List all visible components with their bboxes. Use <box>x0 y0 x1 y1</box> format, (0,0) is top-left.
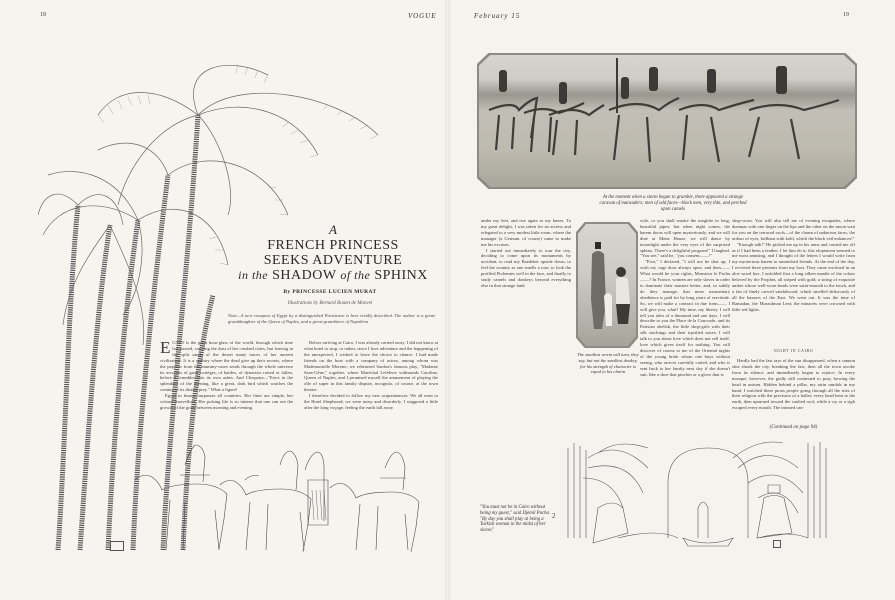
body-column-right-2 <box>640 218 730 377</box>
artist-monogram <box>773 540 781 548</box>
title-shadow: SHADOW <box>272 268 337 283</box>
photo-figures <box>578 224 636 346</box>
harem-fountain-drawing <box>558 438 858 556</box>
artist-monogram <box>110 541 124 551</box>
editor-note: Note—A new conquest of Egypt by a distinguished Parisienne is here vividly described. The author is a great-granddaughter of the Queen of Naples, and a great-grandniece of Napoléon <box>228 313 436 324</box>
small-photo-caption: The smallest worm will turn, they say, but not the smallest donkey, for his strength of character is equal to his charm <box>577 352 639 375</box>
paragraph: I therefore decided to follow my new acquaintances. We all went to the Hotel Shepheard; we were noisy and disorderly. I staggered a little after the long voyage, feeling the earth fall away <box>304 393 438 410</box>
byline: By PRINCESSE LUCIEN MURAT <box>283 289 377 295</box>
magazine-running-head: VOGUE <box>408 12 437 20</box>
title-article-a: A <box>329 222 337 237</box>
paragraph: "Enough talk!" He picked me up in his arms and carried me off as if I had been a feather. I let him do it; this elopement seemed to me most amusing, and I thought of the letters I would write from my mysterious harem to astonished friends. At the end of the day, I received three presents from my host. They came enclosed in an aloe wood box. I unfolded first a long silken mantle of the colour beloved by the Prophet, all striped with gold; a string of exquisite amber whose well-worn beads were satin-smooth to the touch, and a fan of finely carved sandalwood, which smelled deliciously of all the bazaars of the East. We went out. It was the time of Ramadan, the Mussulman Lent; the minarets were crowned with little red lights. <box>732 241 855 312</box>
article-title <box>228 222 438 283</box>
paragraph <box>160 340 293 393</box>
drop-cap: E <box>160 338 171 357</box>
figure-number: 2 <box>552 512 556 520</box>
title-line-2: SEEKS ADVENTURE <box>263 253 403 268</box>
top-photo-caption: At the moment when a storm began to grumble, there appeared a strange caravan of marauders; men of odd faces—black men, very thin, and perched upon camels <box>599 195 747 212</box>
title-sphinx: SPHINX <box>374 268 428 283</box>
title-of-the: of the <box>340 268 371 282</box>
body-column-left-1 <box>160 340 293 411</box>
spine-gutter <box>445 0 450 600</box>
bottom-drawing-caption: "You must not be in Cairo without being my guest," said Djemil Pacha. "By day you shall play at being a Turkish woman in the midst of her slaves" <box>480 505 551 534</box>
illustration-credit: Illustrations by Bernard Boutet de Monvel <box>287 301 373 306</box>
paragraph: shop-worn. You will also tell me of evening escapades, where duennas with one finger on the lips and the other on the moon wait for you on the terraced roofs—of the charm of unknown faces, the ardour of eyes, brilliant with kohl, which the black veil enhances!" <box>732 218 855 241</box>
paragraph-text: GYPT is the great hour-glass of the world, through which time has passed, carrying the dust of her crushed cities, but leaving in the split sands of the desert many traces of her ancient civilization. It is a country where the dead give up their secrets, where the papyrus from the mummy-cases sends through the whole universe its accounts of great cortèges, of battles, of dynasties raised or fallen, before it crumbles into its own ashes. And Cleopatra—"Erect in the splendour of the evening, like a great, dark bird which watches the coming of its distant prey." What a figure! <box>160 340 293 393</box>
paragraph: Hardly had the last rays of the sun disappeared, when a cannon shot shook the city, breaking the fast; then all the town awoke from its silence, and immediately began to rejoice. In every mosque, however, the godly still continued to pray, bowing the head in unison. Hidden behind a pillar, my satin sandals in my hand, I watched these pious people going through all the rites of their religion with the precision of a ballet; every head bent to the earth, then upturned toward the vaulted roof, while a cry or a sigh escaped every mouth. The intoned can- <box>732 358 855 411</box>
body-column-left-2 <box>304 340 438 411</box>
section-subhead: NIGHT IN CAIRO <box>773 348 814 353</box>
title-in-the: in the <box>238 268 269 282</box>
body-column-right-1 <box>481 218 571 289</box>
paragraph: wife, or you shall smoke the narghile in long, beautiful pipes; but when night comes, the harem doors will open mysteriously, and we will dine at Mena House, we will dance by moonlight under the very eyes of the surprised sphinx. There's a delightful program!" I laughed. "You see," said he, "you consent——!" <box>640 218 730 259</box>
title-line-3 <box>228 268 438 283</box>
man-child-donkey-photo <box>578 224 636 346</box>
paragraph: I started out immediately to tour the city, deciding to come upon its monuments by accident, to read my Baedeker upside down, to feel the country as one smells a rose, to look the profiled Ptolemies well in the face, and finally to study camels and donkeys beyond everything else in that strange land. <box>481 247 571 288</box>
title-line-1: FRENCH PRINCESS <box>267 238 399 253</box>
issue-date-running-head: February 15 <box>474 12 521 20</box>
paragraph: "First," I declared, "I will not be shut up; I wish my cage door always open, and then—— What would be your rights, Monsieur le Pacha——? In France, women are only slaves in order to dominate their masters better, and, so subtly do they manage, that mere momentary obedience is paid for by long years of servitude. So, we will make a contract in due form—— I will give you, what? My time, my liberty. I will tell you tales of a thousand and one days. I will describe to you the Place de la Concorde, and its Parisian obelisk, the little shop-girls with their silk stockings and their tipsified noses; I will talk to you about love which does not sell itself, love which gives itself for nothing. You will discover of course to me of the Oriental nights of the young bride whom one buys without seeing, who arrives carefully crated, and who is sent back to her family next day if she doesn't suit, like a shoe that pinches or a glove that is <box>640 259 730 377</box>
continued-on-link[interactable]: (Continued on page 94) <box>769 425 818 430</box>
camel-caravan-drawing <box>130 440 425 555</box>
body-column-right-3 <box>732 218 855 313</box>
camel-caravan-photo <box>479 55 855 187</box>
paragraph: Before arriving at Cairo, I was already carried away. I did not know at what hotel to stop, or rather, since I love adventure and the happening of the unexpected, I wished to leave the choice to chance. I had made friends on the boat with a company of actors, among whom was Mademoiselle Moreno; we rehearsed Sardou's famous play, "Madame Sans-Gêne," together, where Maréchal Lefebvre withstands Caroline, Queen of Naples, and I promised myself the amusement of playing the rôle of super in this family dispute, incognito, of course, at the town theatre. <box>304 340 438 393</box>
body-column-right-3b <box>732 358 855 411</box>
camel-silhouettes <box>479 55 855 187</box>
paragraph: under my feet, and rise again to my knees. To my great delight, I was taken for an actress and relegated to a very modest little room, where the manager (a German, of course) came to make me his excuses. <box>481 218 571 247</box>
paragraph: Egypt in beauty surpasses all countries. Her lines are simple, her colours marvellous. Her pulsing life is so intense that one can see the growth of the grain between morning and evening. <box>160 393 293 410</box>
left-page-number: 18 <box>40 12 46 18</box>
right-page-number: 19 <box>843 12 849 18</box>
